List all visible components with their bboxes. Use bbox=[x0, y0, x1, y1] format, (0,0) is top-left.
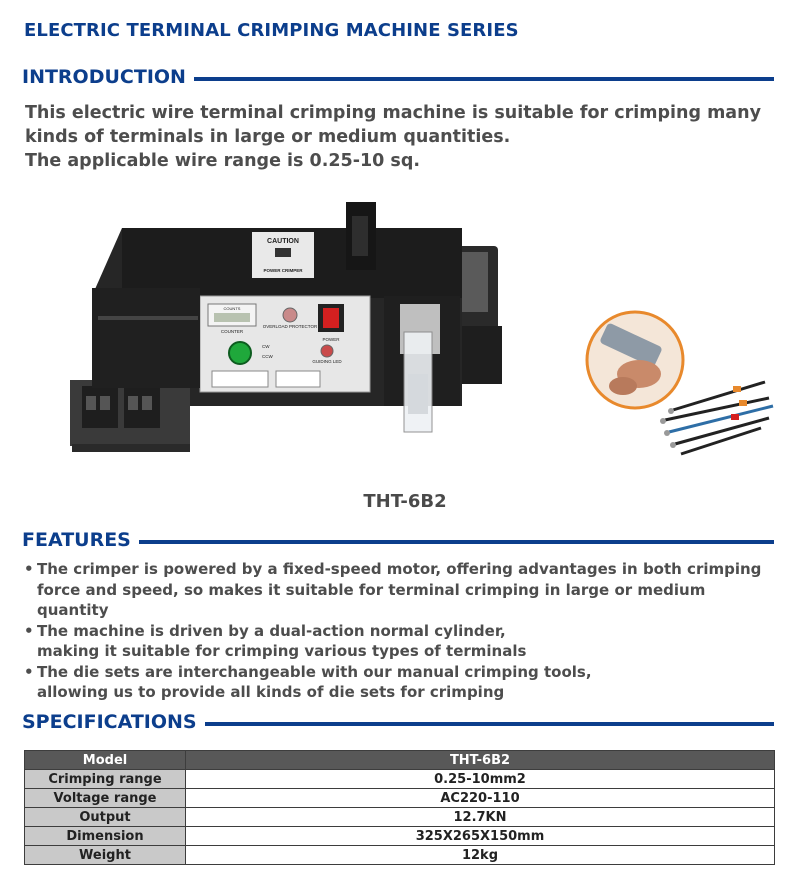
intro-line: This electric wire terminal crimping machine is suitable for crimping many bbox=[25, 103, 761, 123]
feature-text: The die sets are interchangeable with our manual crimping tools, allowing us to provide all kinds of die sets for crimping bbox=[37, 662, 592, 701]
spec-value: 12.7KN bbox=[186, 808, 775, 827]
introduction-header bbox=[22, 66, 774, 88]
feature-text: The crimper is powered by a fixed-speed motor, offering advantages in both crimping force and speed, so makes it suitable for terminal crimping in large or medium quantity bbox=[37, 560, 762, 619]
ccw-label: CCW bbox=[262, 354, 273, 359]
specifications-header bbox=[22, 711, 774, 733]
list-item bbox=[24, 662, 774, 703]
specifications-rule bbox=[205, 722, 774, 726]
introduction-rule bbox=[194, 77, 774, 81]
spec-value: 325X265X150mm bbox=[186, 827, 775, 846]
overload-label: OVERLOAD PROTECTOR bbox=[262, 324, 318, 329]
spec-label: Weight bbox=[25, 846, 186, 865]
intro-line: kinds of terminals in large or medium quantities. bbox=[25, 127, 511, 147]
introduction-text bbox=[25, 101, 765, 173]
features-header bbox=[22, 529, 774, 551]
table-header-value: THT-6B2 bbox=[186, 751, 775, 770]
page-title: ELECTRIC TERMINAL CRIMPING MACHINE SERIES bbox=[24, 20, 519, 41]
spec-label: Dimension bbox=[25, 827, 186, 846]
features-rule bbox=[139, 540, 774, 544]
specifications-heading: SPECIFICATIONS bbox=[22, 711, 197, 733]
spec-value: 0.25-10mm2 bbox=[186, 770, 775, 789]
table-row bbox=[25, 808, 775, 827]
power-label: POWER bbox=[322, 337, 340, 342]
bullet-icon: • bbox=[24, 662, 34, 681]
table-row bbox=[25, 827, 775, 846]
features-heading: FEATURES bbox=[22, 529, 131, 551]
spec-label: Crimping range bbox=[25, 770, 186, 789]
model-caption: THT-6B2 bbox=[363, 491, 447, 512]
bullet-icon: • bbox=[24, 621, 34, 640]
counter-label: COUNTER bbox=[220, 329, 244, 334]
list-item bbox=[24, 559, 774, 621]
usage-photo bbox=[583, 300, 781, 458]
table-row bbox=[25, 789, 775, 808]
caution-label: CAUTION bbox=[267, 238, 299, 245]
spec-value: AC220-110 bbox=[186, 789, 775, 808]
specifications-table bbox=[24, 750, 775, 865]
intro-line: The applicable wire range is 0.25-10 sq. bbox=[25, 151, 421, 171]
bullet-icon: • bbox=[24, 560, 34, 578]
machine-photo bbox=[62, 196, 512, 464]
features-list bbox=[24, 559, 774, 703]
list-item bbox=[24, 621, 774, 662]
cw-label: CW bbox=[262, 344, 270, 349]
feature-text: The machine is driven by a dual-action normal cylinder, making it suitable for crimping various types of terminals bbox=[37, 621, 527, 660]
table-row bbox=[25, 770, 775, 789]
table-header-row bbox=[25, 751, 775, 770]
crimper-label: POWER CRIMPER bbox=[263, 268, 303, 273]
spec-value: 12kg bbox=[186, 846, 775, 865]
counts-label: COUNTS bbox=[223, 306, 241, 311]
table-header-label: Model bbox=[25, 751, 186, 770]
introduction-heading: INTRODUCTION bbox=[22, 66, 186, 88]
spec-label: Output bbox=[25, 808, 186, 827]
spec-label: Voltage range bbox=[25, 789, 186, 808]
guiding-label: GUIDING LED bbox=[312, 359, 342, 364]
table-row bbox=[25, 846, 775, 865]
